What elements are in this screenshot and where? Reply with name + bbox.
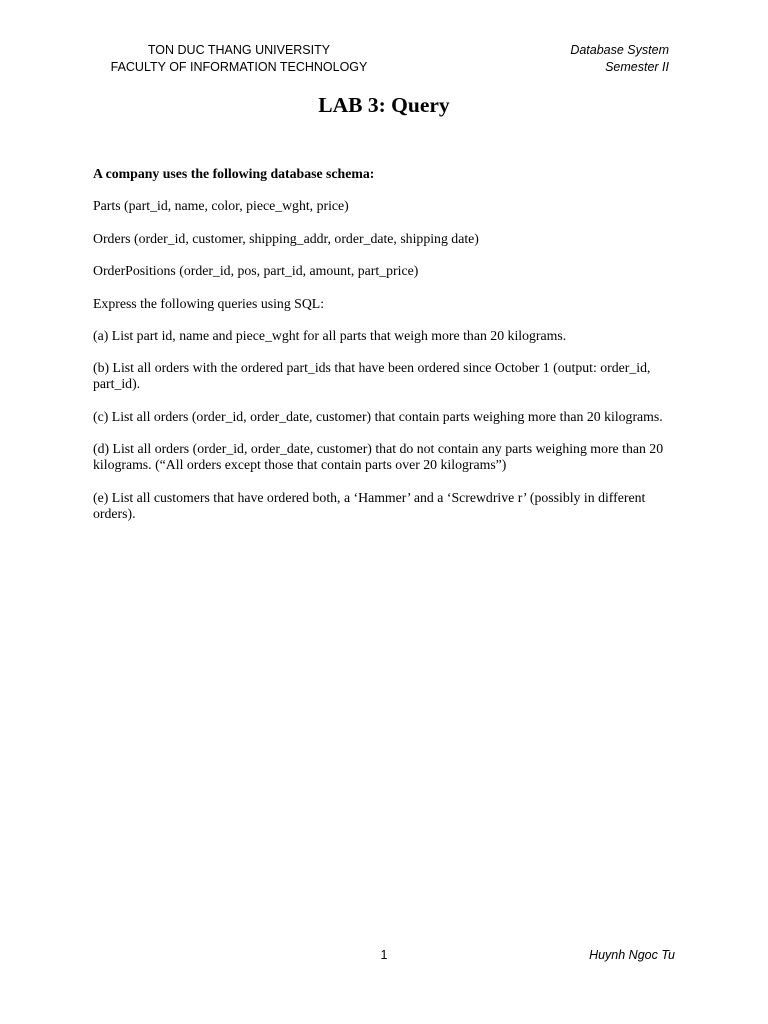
university-name: TON DUC THANG UNIVERSITY <box>147 43 331 57</box>
semester-label: Semester II <box>605 59 669 74</box>
footer-author: Huynh Ngoc Tu <box>589 948 675 962</box>
schema-orderpositions: OrderPositions (order_id, pos, part_id, amount, part_price) <box>93 263 419 279</box>
document-body <box>93 166 675 538</box>
intro-paragraph: A company uses the following database schema: <box>93 166 375 181</box>
schema-parts: Parts (part_id, name, color, piece_wght, price) <box>93 198 349 214</box>
question-d: (d) List all orders (order_id, order_date, customer) that do not contain any parts weighing more than 20 kilograms. (“All orders except those that contain parts over 20 kilograms”) <box>93 441 664 473</box>
header-course-info <box>570 42 669 75</box>
question-c: (c) List all orders (order_id, order_date, customer) that contain parts weighing more than 20 kilograms. <box>93 408 663 424</box>
question-b: (b) List all orders with the ordered part_ids that have been ordered since October 1 (output: order_id, part_id). <box>93 360 651 392</box>
header-institution <box>110 42 368 75</box>
page-title: LAB 3: Query <box>318 93 450 117</box>
page-number: 1 <box>380 948 388 962</box>
question-a: (a) List part id, name and piece_wght for all parts that weigh more than 20 kilograms. <box>93 327 567 343</box>
schema-orders: Orders (order_id, customer, shipping_addr, order_date, shipping date) <box>93 230 479 246</box>
faculty-name: FACULTY OF INFORMATION TECHNOLOGY <box>110 59 368 74</box>
question-e: (e) List all customers that have ordered both, a ‘Hammer’ and a ‘Screwdrive r’ (possibly in different orders). <box>93 489 646 521</box>
course-name: Database System <box>570 43 669 57</box>
instruction-paragraph: Express the following queries using SQL: <box>93 295 325 311</box>
